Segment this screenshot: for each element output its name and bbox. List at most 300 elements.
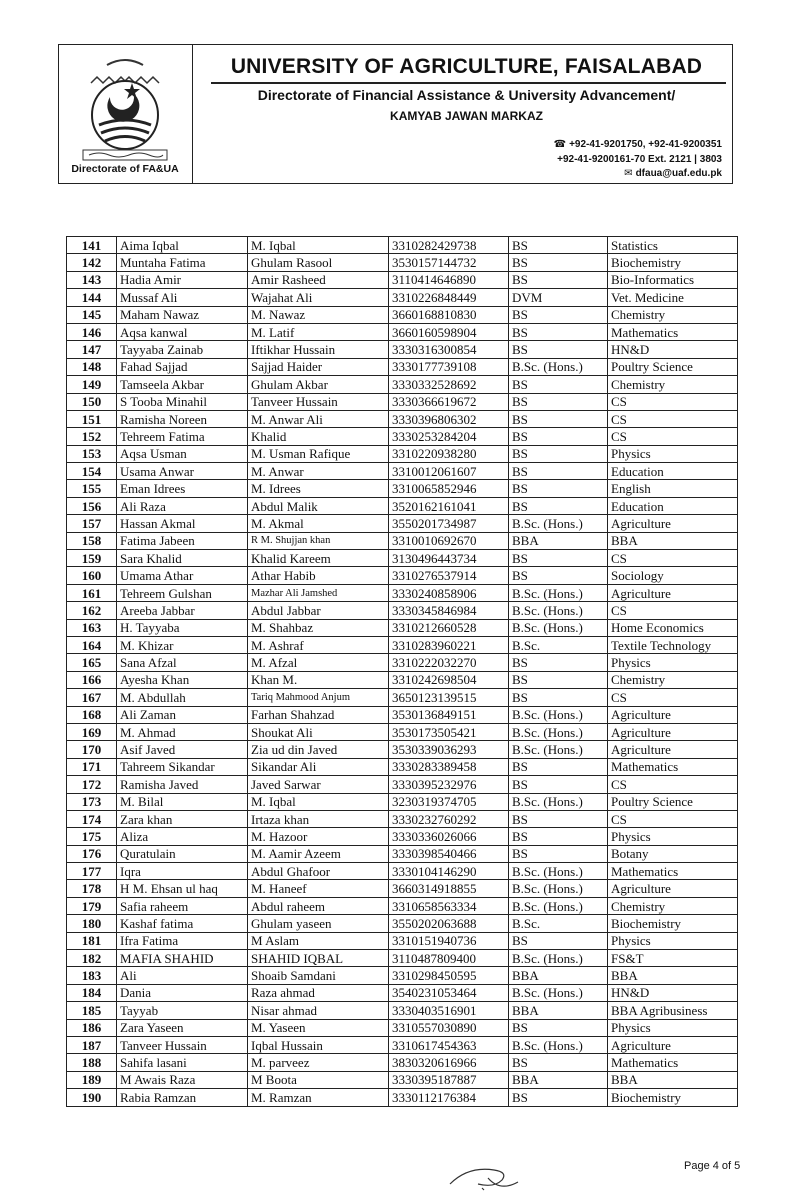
degree-cell: B.Sc. (Hons.) — [509, 706, 608, 723]
discipline-cell: Chemistry — [608, 376, 738, 393]
degree-cell: BS — [509, 671, 608, 688]
serial-number-cell: 174 — [67, 810, 117, 827]
serial-number-cell: 166 — [67, 671, 117, 688]
cnic-cell: 3110487809400 — [389, 950, 509, 967]
degree-cell: BS — [509, 550, 608, 567]
father-name-cell: Iqbal Hussain — [248, 1036, 389, 1053]
discipline-cell: CS — [608, 810, 738, 827]
degree-cell: B.Sc. (Hons.) — [509, 619, 608, 636]
father-name-cell: Sikandar Ali — [248, 758, 389, 775]
discipline-cell: Mathematics — [608, 863, 738, 880]
name-cell: Zara khan — [117, 810, 248, 827]
cnic-cell: 3330240858906 — [389, 584, 509, 601]
table-row — [67, 271, 738, 288]
beneficiary-table — [66, 236, 738, 1107]
cnic-cell: 3110414646890 — [389, 271, 509, 288]
name-cell: Safia raheem — [117, 897, 248, 914]
cnic-cell: 3330396806302 — [389, 410, 509, 427]
name-cell: Eman Idrees — [117, 480, 248, 497]
cnic-cell: 3330316300854 — [389, 341, 509, 358]
father-name-cell: M. Idrees — [248, 480, 389, 497]
degree-cell: BS — [509, 480, 608, 497]
table-row — [67, 932, 738, 949]
envelope-icon: ✉ — [624, 168, 633, 179]
discipline-cell: Physics — [608, 932, 738, 949]
cnic-cell: 3310151940736 — [389, 932, 509, 949]
table-row — [67, 1089, 738, 1106]
degree-cell: BS — [509, 828, 608, 845]
table-body — [67, 237, 738, 1107]
discipline-cell: BBA — [608, 532, 738, 549]
serial-number-cell: 170 — [67, 741, 117, 758]
discipline-cell: CS — [608, 776, 738, 793]
father-name-cell: M. Akmal — [248, 515, 389, 532]
cnic-cell: 3330395187887 — [389, 1071, 509, 1088]
name-cell: Areeba Jabbar — [117, 602, 248, 619]
cnic-cell: 3310242698504 — [389, 671, 509, 688]
cnic-cell: 3310557030890 — [389, 1019, 509, 1036]
cnic-cell: 3330398540466 — [389, 845, 509, 862]
degree-cell: B.Sc. — [509, 636, 608, 653]
degree-cell: B.Sc. (Hons.) — [509, 515, 608, 532]
serial-number-cell: 186 — [67, 1019, 117, 1036]
degree-cell: B.Sc. (Hons.) — [509, 584, 608, 601]
cnic-cell: 3330336026066 — [389, 828, 509, 845]
contact-block — [554, 138, 722, 182]
cnic-cell: 3330345846984 — [389, 602, 509, 619]
serial-number-cell: 177 — [67, 863, 117, 880]
name-cell: Ramisha Noreen — [117, 410, 248, 427]
name-cell: M. Abdullah — [117, 689, 248, 706]
serial-number-cell: 146 — [67, 323, 117, 340]
cnic-cell: 3330232760292 — [389, 810, 509, 827]
degree-cell: B.Sc. (Hons.) — [509, 793, 608, 810]
table-row — [67, 689, 738, 706]
serial-number-cell: 175 — [67, 828, 117, 845]
name-cell: S Tooba Minahil — [117, 393, 248, 410]
serial-number-cell: 156 — [67, 497, 117, 514]
cnic-cell: 3520162161041 — [389, 497, 509, 514]
discipline-cell: Biochemistry — [608, 915, 738, 932]
cnic-cell: 3310212660528 — [389, 619, 509, 636]
cnic-cell: 3310298450595 — [389, 967, 509, 984]
father-name-cell: Abdul Ghafoor — [248, 863, 389, 880]
name-cell: Asif Javed — [117, 741, 248, 758]
serial-number-cell: 160 — [67, 567, 117, 584]
degree-cell: BBA — [509, 1071, 608, 1088]
discipline-cell: Mathematics — [608, 323, 738, 340]
discipline-cell: CS — [608, 393, 738, 410]
name-cell: Umama Athar — [117, 567, 248, 584]
table-row — [67, 810, 738, 827]
name-cell: Tayyab — [117, 1002, 248, 1019]
name-cell: Dania — [117, 984, 248, 1001]
table-row — [67, 341, 738, 358]
serial-number-cell: 184 — [67, 984, 117, 1001]
serial-number-cell: 162 — [67, 602, 117, 619]
discipline-cell: Poultry Science — [608, 793, 738, 810]
cnic-cell: 3330395232976 — [389, 776, 509, 793]
father-name-cell: M. Latif — [248, 323, 389, 340]
name-cell: Aliza — [117, 828, 248, 845]
serial-number-cell: 168 — [67, 706, 117, 723]
table-row — [67, 515, 738, 532]
degree-cell: B.Sc. (Hons.) — [509, 723, 608, 740]
table-row — [67, 967, 738, 984]
cnic-cell: 3310276537914 — [389, 567, 509, 584]
father-name-cell: Amir Rasheed — [248, 271, 389, 288]
father-name-cell: Sajjad Haider — [248, 358, 389, 375]
cnic-cell: 3530339036293 — [389, 741, 509, 758]
discipline-cell: CS — [608, 689, 738, 706]
serial-number-cell: 178 — [67, 880, 117, 897]
discipline-cell: Physics — [608, 445, 738, 462]
logo-box — [59, 45, 193, 183]
name-cell: Ali Raza — [117, 497, 248, 514]
table-row — [67, 358, 738, 375]
cnic-cell: 3310658563334 — [389, 897, 509, 914]
serial-number-cell: 143 — [67, 271, 117, 288]
phone-line-1 — [554, 138, 722, 153]
serial-number-cell: 180 — [67, 915, 117, 932]
discipline-cell: Statistics — [608, 237, 738, 254]
serial-number-cell: 167 — [67, 689, 117, 706]
father-name-cell: M. Shahbaz — [248, 619, 389, 636]
cnic-cell: 3310220938280 — [389, 445, 509, 462]
table-row — [67, 463, 738, 480]
father-name-cell: Iftikhar Hussain — [248, 341, 389, 358]
phone-numbers-1: +92-41-9201750, +92-41-9200351 — [569, 139, 722, 150]
father-name-cell: M Boota — [248, 1071, 389, 1088]
degree-cell: BS — [509, 567, 608, 584]
logo-caption: Directorate of FA&UA — [71, 163, 179, 175]
table-row — [67, 1036, 738, 1053]
father-name-cell: Irtaza khan — [248, 810, 389, 827]
degree-cell: B.Sc. (Hons.) — [509, 863, 608, 880]
name-cell: Rabia Ramzan — [117, 1089, 248, 1106]
degree-cell: BBA — [509, 1002, 608, 1019]
cnic-cell: 3310010692670 — [389, 532, 509, 549]
email-address: dfaua@uaf.edu.pk — [635, 168, 722, 179]
table-row — [67, 497, 738, 514]
serial-number-cell: 159 — [67, 550, 117, 567]
university-logo — [77, 53, 173, 161]
discipline-cell: Vet. Medicine — [608, 289, 738, 306]
discipline-cell: CS — [608, 410, 738, 427]
table-row — [67, 254, 738, 271]
cnic-cell: 3330112176384 — [389, 1089, 509, 1106]
father-name-cell: Khalid — [248, 428, 389, 445]
father-name-cell: Shoaib Samdani — [248, 967, 389, 984]
degree-cell: BS — [509, 393, 608, 410]
degree-cell: B.Sc. (Hons.) — [509, 880, 608, 897]
name-cell: Maham Nawaz — [117, 306, 248, 323]
serial-number-cell: 164 — [67, 636, 117, 653]
table-row — [67, 741, 738, 758]
table-row — [67, 237, 738, 254]
discipline-cell: Agriculture — [608, 723, 738, 740]
degree-cell: BS — [509, 428, 608, 445]
name-cell: H M. Ehsan ul haq — [117, 880, 248, 897]
name-cell: Tehreem Fatima — [117, 428, 248, 445]
father-name-cell: Abdul raheem — [248, 897, 389, 914]
degree-cell: B.Sc. (Hons.) — [509, 984, 608, 1001]
discipline-cell: Chemistry — [608, 671, 738, 688]
serial-number-cell: 182 — [67, 950, 117, 967]
discipline-cell: CS — [608, 602, 738, 619]
table-row — [67, 567, 738, 584]
cnic-cell: 3310222032270 — [389, 654, 509, 671]
degree-cell: BS — [509, 254, 608, 271]
degree-cell: BS — [509, 376, 608, 393]
discipline-cell: Agriculture — [608, 706, 738, 723]
discipline-cell: BBA — [608, 1071, 738, 1088]
discipline-cell: Agriculture — [608, 741, 738, 758]
serial-number-cell: 141 — [67, 237, 117, 254]
degree-cell: DVM — [509, 289, 608, 306]
serial-number-cell: 154 — [67, 463, 117, 480]
father-name-cell: M Aslam — [248, 932, 389, 949]
cnic-cell: 3550202063688 — [389, 915, 509, 932]
serial-number-cell: 155 — [67, 480, 117, 497]
degree-cell: B.Sc. (Hons.) — [509, 1036, 608, 1053]
father-name-cell: M. Iqbal — [248, 237, 389, 254]
name-cell: Tamseela Akbar — [117, 376, 248, 393]
cnic-cell: 3310065852946 — [389, 480, 509, 497]
degree-cell: BS — [509, 689, 608, 706]
cnic-cell: 3330177739108 — [389, 358, 509, 375]
table-row — [67, 428, 738, 445]
father-name-cell: SHAHID IQBAL — [248, 950, 389, 967]
name-cell: Usama Anwar — [117, 463, 248, 480]
discipline-cell: Chemistry — [608, 897, 738, 914]
university-title: UNIVERSITY OF AGRICULTURE, FAISALABAD — [230, 55, 703, 78]
name-cell: Hassan Akmal — [117, 515, 248, 532]
title-divider — [211, 82, 726, 84]
name-cell: M. Ahmad — [117, 723, 248, 740]
discipline-cell: FS&T — [608, 950, 738, 967]
father-name-cell: M. Aamir Azeem — [248, 845, 389, 862]
directorate-subtitle: Directorate of Financial Assistance & University Advancement/ — [257, 87, 676, 103]
table-row — [67, 532, 738, 549]
father-name-cell: M. Iqbal — [248, 793, 389, 810]
father-name-cell: Wajahat Ali — [248, 289, 389, 306]
discipline-cell: Botany — [608, 845, 738, 862]
table-row — [67, 323, 738, 340]
cnic-cell: 3660160598904 — [389, 323, 509, 340]
table-row — [67, 880, 738, 897]
father-name-cell: Khalid Kareem — [248, 550, 389, 567]
email-line — [554, 167, 722, 182]
cnic-cell: 3310283960221 — [389, 636, 509, 653]
father-name-cell: M. Haneef — [248, 880, 389, 897]
cnic-cell: 3310617454363 — [389, 1036, 509, 1053]
table-row — [67, 306, 738, 323]
table-row — [67, 845, 738, 862]
name-cell: Iqra — [117, 863, 248, 880]
degree-cell: BS — [509, 445, 608, 462]
cnic-cell: 3540231053464 — [389, 984, 509, 1001]
name-cell: Sana Afzal — [117, 654, 248, 671]
father-name-cell: Abdul Malik — [248, 497, 389, 514]
discipline-cell: Biochemistry — [608, 1089, 738, 1106]
name-cell: M. Khizar — [117, 636, 248, 653]
table-row — [67, 950, 738, 967]
cnic-cell: 3530136849151 — [389, 706, 509, 723]
degree-cell: B.Sc. (Hons.) — [509, 950, 608, 967]
father-name-cell: M. Yaseen — [248, 1019, 389, 1036]
degree-cell: BS — [509, 341, 608, 358]
table-row — [67, 376, 738, 393]
table-row — [67, 984, 738, 1001]
table-row — [67, 654, 738, 671]
cnic-cell: 3530157144732 — [389, 254, 509, 271]
father-name-cell: M. Anwar Ali — [248, 410, 389, 427]
degree-cell: B.Sc. — [509, 915, 608, 932]
table-row — [67, 445, 738, 462]
cnic-cell: 3330283389458 — [389, 758, 509, 775]
father-name-cell: Tariq Mahmood Anjum — [248, 689, 389, 706]
table-row — [67, 793, 738, 810]
serial-number-cell: 169 — [67, 723, 117, 740]
father-name-cell: Nisar ahmad — [248, 1002, 389, 1019]
degree-cell: BS — [509, 1089, 608, 1106]
markaz-subtitle: KAMYAB JAWAN MARKAZ — [390, 109, 543, 123]
discipline-cell: HN&D — [608, 984, 738, 1001]
name-cell: M. Bilal — [117, 793, 248, 810]
serial-number-cell: 187 — [67, 1036, 117, 1053]
name-cell: H. Tayyaba — [117, 619, 248, 636]
discipline-cell: CS — [608, 550, 738, 567]
table-row — [67, 289, 738, 306]
father-name-cell: M. Afzal — [248, 654, 389, 671]
cnic-cell: 3330253284204 — [389, 428, 509, 445]
discipline-cell: Biochemistry — [608, 254, 738, 271]
cnic-cell: 3530173505421 — [389, 723, 509, 740]
table-row — [67, 723, 738, 740]
degree-cell: BS — [509, 410, 608, 427]
table-row — [67, 776, 738, 793]
table-row — [67, 550, 738, 567]
serial-number-cell: 185 — [67, 1002, 117, 1019]
name-cell: MAFIA SHAHID — [117, 950, 248, 967]
table-row — [67, 619, 738, 636]
table-row — [67, 393, 738, 410]
name-cell: Fatima Jabeen — [117, 532, 248, 549]
father-name-cell: Farhan Shahzad — [248, 706, 389, 723]
degree-cell: BS — [509, 1054, 608, 1071]
serial-number-cell: 153 — [67, 445, 117, 462]
father-name-cell: Khan M. — [248, 671, 389, 688]
father-name-cell: Athar Habib — [248, 567, 389, 584]
discipline-cell: HN&D — [608, 341, 738, 358]
table-row — [67, 671, 738, 688]
degree-cell: BS — [509, 497, 608, 514]
degree-cell: BS — [509, 323, 608, 340]
name-cell: Hadia Amir — [117, 271, 248, 288]
table-row — [67, 828, 738, 845]
cnic-cell: 3330366619672 — [389, 393, 509, 410]
discipline-cell: Home Economics — [608, 619, 738, 636]
phone-line-2: +92-41-9200161-70 Ext. 2121 | 3803 — [557, 153, 722, 165]
father-name-cell: M. Ramzan — [248, 1089, 389, 1106]
discipline-cell: BBA — [608, 967, 738, 984]
serial-number-cell: 179 — [67, 897, 117, 914]
father-name-cell: M. Hazoor — [248, 828, 389, 845]
father-name-cell: Ghulam yaseen — [248, 915, 389, 932]
discipline-cell: CS — [608, 428, 738, 445]
signature-scribble — [448, 1162, 528, 1192]
name-cell: Ramisha Javed — [117, 776, 248, 793]
cnic-cell: 3310282429738 — [389, 237, 509, 254]
serial-number-cell: 152 — [67, 428, 117, 445]
father-name-cell: M. Ashraf — [248, 636, 389, 653]
discipline-cell: Agriculture — [608, 515, 738, 532]
discipline-cell: Physics — [608, 828, 738, 845]
serial-number-cell: 145 — [67, 306, 117, 323]
degree-cell: B.Sc. (Hons.) — [509, 897, 608, 914]
discipline-cell: Chemistry — [608, 306, 738, 323]
father-name-cell: Javed Sarwar — [248, 776, 389, 793]
serial-number-cell: 151 — [67, 410, 117, 427]
degree-cell: BS — [509, 237, 608, 254]
serial-number-cell: 148 — [67, 358, 117, 375]
degree-cell: B.Sc. (Hons.) — [509, 602, 608, 619]
name-cell: M Awais Raza — [117, 1071, 248, 1088]
cnic-cell: 3130496443734 — [389, 550, 509, 567]
letterhead — [58, 44, 733, 184]
degree-cell: B.Sc. (Hons.) — [509, 741, 608, 758]
degree-cell: BS — [509, 306, 608, 323]
phone-icon: ☎ — [553, 139, 567, 150]
cnic-cell: 3310012061607 — [389, 463, 509, 480]
table-row — [67, 584, 738, 601]
father-name-cell: Raza ahmad — [248, 984, 389, 1001]
father-name-cell: R M. Shujjan khan — [248, 532, 389, 549]
degree-cell: BS — [509, 271, 608, 288]
serial-number-cell: 183 — [67, 967, 117, 984]
cnic-cell: 3550201734987 — [389, 515, 509, 532]
table-row — [67, 602, 738, 619]
father-name-cell: Ghulam Akbar — [248, 376, 389, 393]
serial-number-cell: 163 — [67, 619, 117, 636]
name-cell: Ifra Fatima — [117, 932, 248, 949]
father-name-cell: Abdul Jabbar — [248, 602, 389, 619]
father-name-cell: Zia ud din Javed — [248, 741, 389, 758]
name-cell: Kashaf fatima — [117, 915, 248, 932]
discipline-cell: Agriculture — [608, 1036, 738, 1053]
name-cell: Tehreem Gulshan — [117, 584, 248, 601]
serial-number-cell: 173 — [67, 793, 117, 810]
name-cell: Muntaha Fatima — [117, 254, 248, 271]
table-row — [67, 480, 738, 497]
cnic-cell: 3330332528692 — [389, 376, 509, 393]
discipline-cell: Agriculture — [608, 584, 738, 601]
degree-cell: BS — [509, 758, 608, 775]
discipline-cell: Mathematics — [608, 758, 738, 775]
father-name-cell: M. parveez — [248, 1054, 389, 1071]
table-row — [67, 1019, 738, 1036]
discipline-cell: Sociology — [608, 567, 738, 584]
serial-number-cell: 188 — [67, 1054, 117, 1071]
degree-cell: BS — [509, 845, 608, 862]
degree-cell: BS — [509, 654, 608, 671]
cnic-cell: 3330104146290 — [389, 863, 509, 880]
cnic-cell: 3830320616966 — [389, 1054, 509, 1071]
serial-number-cell: 171 — [67, 758, 117, 775]
discipline-cell: Physics — [608, 1019, 738, 1036]
name-cell: Tanveer Hussain — [117, 1036, 248, 1053]
